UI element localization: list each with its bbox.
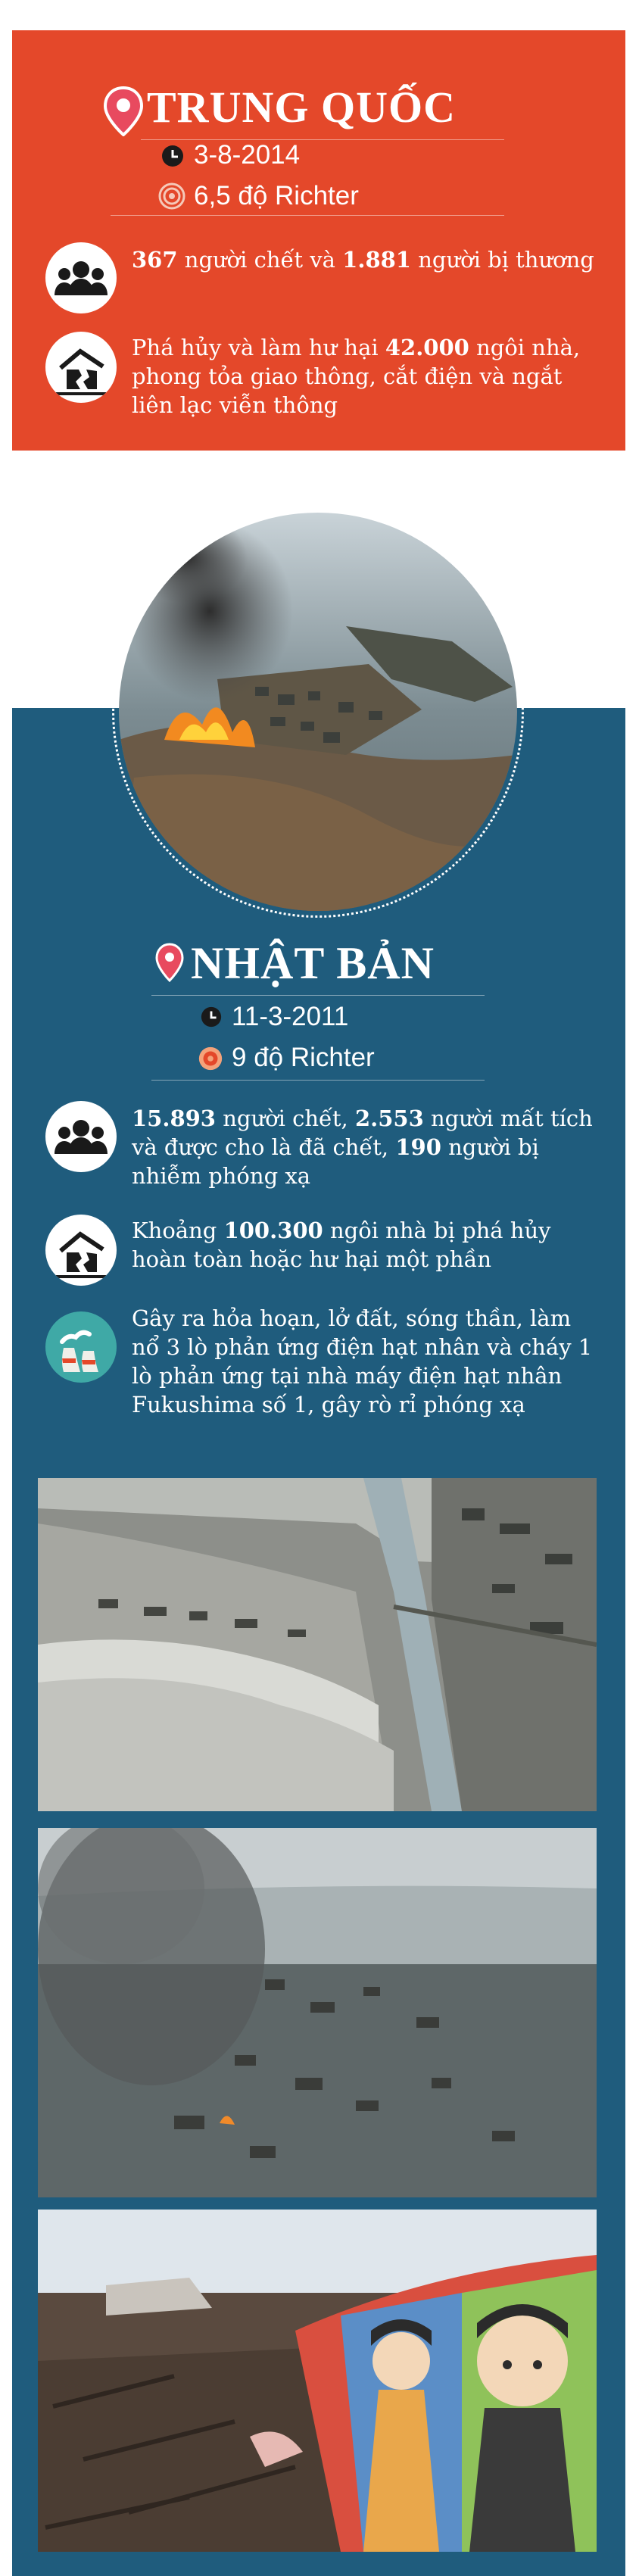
deaths-label: người chết và (177, 247, 343, 273)
tsunami-wave-photo (38, 1478, 597, 1811)
radiation-label: người bị nhiễm phóng xạ (132, 1134, 539, 1189)
people-icon (45, 1101, 117, 1172)
clock-icon (161, 144, 185, 168)
map-pin-icon (154, 943, 185, 982)
magnitude-target-icon (197, 1045, 224, 1072)
radiation-count: 190 (395, 1134, 441, 1160)
china-panel (12, 30, 625, 451)
collapsed-house-icon (45, 1215, 117, 1286)
houses-suffix: ngôi nhà bị phá hủy hoàn toàn hoặc hư hại một phần (132, 1218, 551, 1272)
china-magnitude: 6,5 độ Richter (194, 181, 359, 211)
china-casualties (132, 245, 601, 274)
china-damage (132, 333, 601, 419)
mural-debris-photo (38, 2210, 597, 2552)
flooded-town-photo (38, 1828, 597, 2197)
injured-count: 1.881 (342, 247, 411, 273)
japan-title: NHẬT BẢN (191, 938, 435, 988)
japan-casualties (132, 1104, 594, 1190)
title-divider (151, 995, 485, 996)
japan-magnitude: 9 độ Richter (232, 1043, 375, 1072)
injured-label: người bị thương (410, 247, 594, 273)
map-pin-icon (103, 86, 144, 136)
china-date: 3-8-2014 (194, 140, 301, 170)
meta-divider (111, 215, 504, 216)
tsunami-fire-photo (119, 513, 517, 911)
japan-date: 11-3-2011 (232, 1002, 349, 1031)
houses-count: 100.300 (223, 1218, 323, 1243)
houses-count: 42.000 (385, 335, 469, 360)
clock-icon (200, 1006, 223, 1028)
houses-prefix: Khoảng (132, 1218, 224, 1243)
damage-suffix: ngôi nhà, phong tỏa giao thông, cắt điện và ngắt liên lạc viễn thông (132, 335, 581, 418)
nuclear-plant-icon (45, 1311, 117, 1383)
damage-prefix: Phá hủy và làm hư hại (132, 335, 385, 360)
missing-label: người mất tích và được cho là đã chết, (132, 1106, 593, 1160)
magnitude-target-icon (157, 182, 186, 211)
china-title: TRUNG QUỐC (147, 83, 456, 132)
japan-houses (132, 1216, 594, 1274)
japan-nuclear: Gây ra hỏa hoạn, lở đất, sóng thần, làm nổ 3 lò phản ứng điện hạt nhân và cháy 1 lò phản ứng tại nhà máy điện hạt nhân Fukushima số 1, gây rò rỉ phóng xạ (132, 1305, 593, 1417)
deaths-label: người chết, (216, 1106, 355, 1131)
meta-divider (151, 1080, 485, 1081)
deaths-count: 15.893 (132, 1106, 216, 1131)
deaths-count: 367 (132, 247, 178, 273)
missing-count: 2.553 (354, 1106, 424, 1131)
people-icon (45, 242, 117, 313)
collapsed-house-icon (45, 332, 117, 403)
